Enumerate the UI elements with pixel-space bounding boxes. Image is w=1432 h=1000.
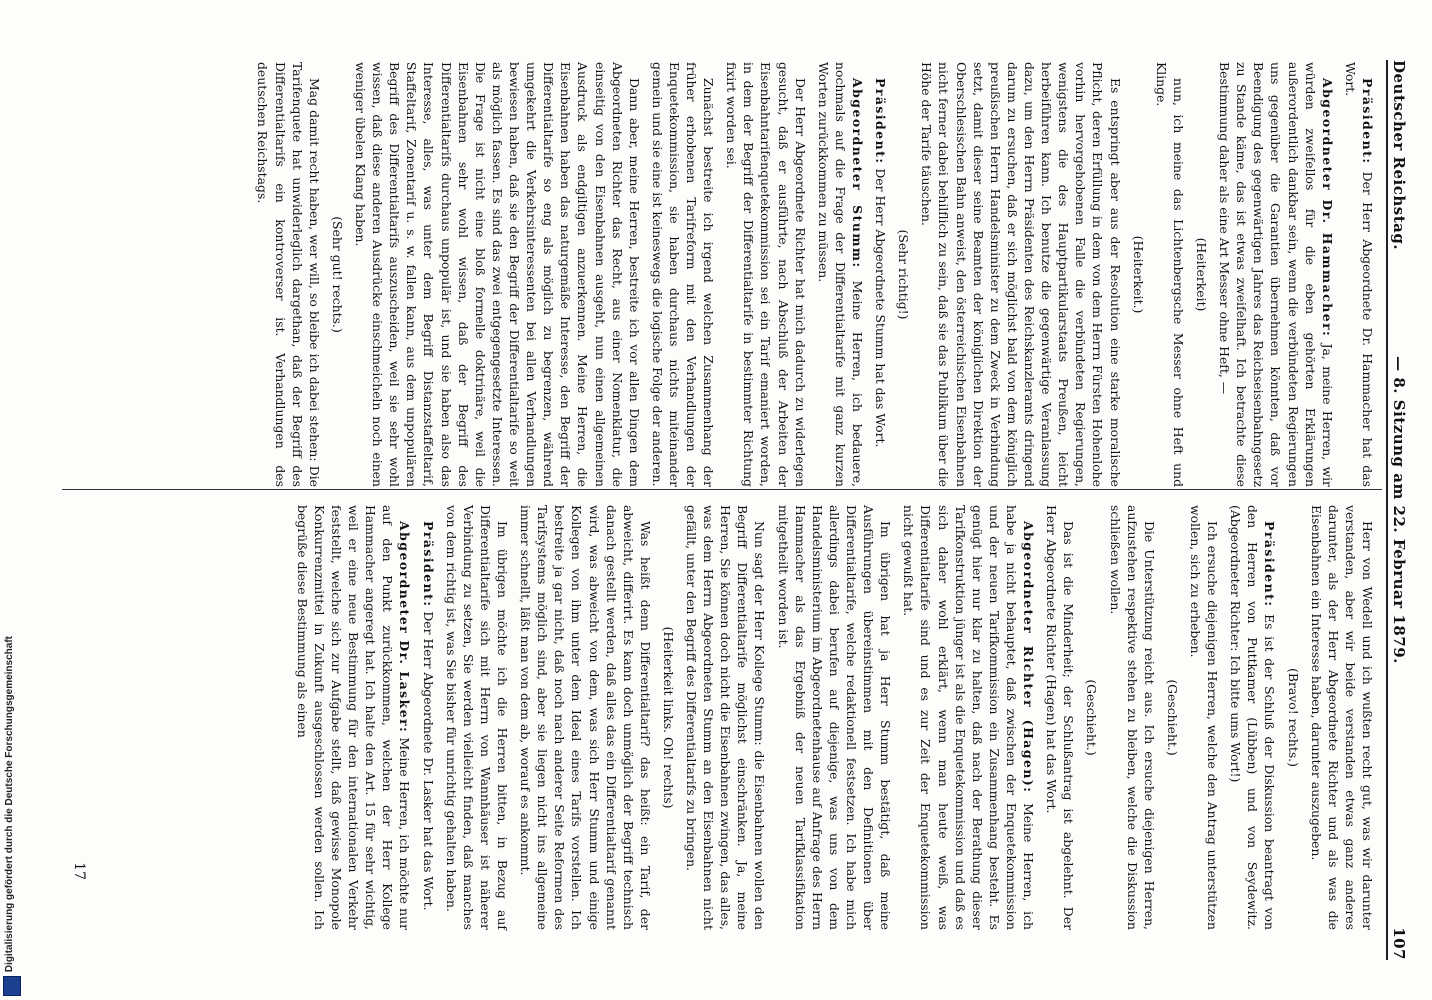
interjection: (Heiterkeit links. Oh! rechts) <box>660 626 676 809</box>
speaker-label: Präsident: <box>1262 521 1278 608</box>
paragraph-text: nun, ich meine das Lichtenbergsche Messer ohne Heft und Klinge. <box>1153 62 1186 487</box>
interjection: (Sehr richtig!) <box>896 229 912 320</box>
paragraph-text: Dann aber, meine Herren, bestreite ich vor allen Dingen dem Abgeordneten Richter das Recht, aus einer Nomenklatur, die einseitig von den Eisenbahnen ausgeht, nun einen allgemeinen Ausdruck als endgiltigen anzuerkennen. Meine Herren, die Eisenbahnen haben das naturgemäße Interesse, den Begriff der Differentialtarife so eng als möglich zu begrenzen, während umgekehrt die Verkehrsinteressenten bei allen Verhandlungen bewiesen haben, daß sie den Begriff der Differentialtarife so weit als möglich fassen. Es sind das zwei entgegengesetzte Interessen. Die Frage ist nicht eine bloß formelle doktrinäre, weil die Eisenbahnen sehr wohl wissen, daß der Begriff des Differentialtarifs durchaus unpopulär ist, und sie haben also das Interesse, alles, was unter dem Begriff Distanzstaffeltarif, Staffeltarif, Zonentarif u. s. w. fallen kann, aus dem unpopulären Begriff des Differentialtarifs auszuscheiden, weil sie sehr wohl wissen, daß diese anderen Ausdrücke einschmeicheln noch einen weniger übelen Klang haben. <box>352 62 642 487</box>
paragraph-text: Nun sagt der Herr Kollege Stumm: die Eisenbahnen wollen den Begriff Differentialtarife möglichst einschränken. Ja, meine Herren, Sie können doch nicht die Eisenbahnen zwingen, das alles, was dem Herrn Abgeordneten Stumm an den Eisenbahnen nicht gefällt, unter den Begriff des Differentialtarifs zu bringen. <box>684 505 768 930</box>
interjection: (Sehr gut! rechts.) <box>329 216 345 333</box>
paragraph-text: Das ist die Minderheit; der Schlußantrag ist abgelehnt. Der Herr Abgeordnete Richter (Hagen) hat das Wort. <box>1044 505 1077 930</box>
header-title: Deutscher Reichstag. <box>1390 60 1408 251</box>
interjection: (Bravo! rechts.) <box>1285 668 1301 767</box>
dfg-logo-icon <box>3 976 21 996</box>
paragraph <box>900 505 1037 930</box>
digitization-strip <box>0 0 30 1000</box>
paragraph <box>352 62 643 487</box>
paragraph <box>872 62 889 487</box>
paragraph <box>419 505 436 930</box>
speaker-label: Präsident: <box>873 78 889 165</box>
interjection: (Geschieht.) <box>1084 679 1100 756</box>
paragraph-text: Was heißt denn Differentialtarif? das heißt: ein Tarif, der abweicht, differirt. Es kann doch unmöglich der Begriff technisch danach gestellt werden, daß alles das ein Differentialtarif genannt wird, was abweicht von dem, was sich Herr Stumm und einige Kollegen von ihm unter dem Ideal eines Tarifs vorstellen. Ich bestreite ja gar nicht, daß noch nach anderer Seite Reformen des Tarifsystems möglich sind, aber sie liegen nicht ins allgemeine immer schnellt, läßt man von dem ab, worauf es ankommt. <box>518 505 653 930</box>
speaker-label: Abgeordneter Dr. Hammacher: <box>1319 78 1335 338</box>
paragraph-text: Meine Herren, ich habe ja nicht behauptet, daß zwischen der Enquetekommission und der neuen Tarifkommission ein Zusammenhang besteht. Es genügt hier nur klar zu halten, daß nach der Berathung dieser Tarifkonstruktion jünger ist als die Enquetekommission und daß es sich daher wohl erklärt, wenn man heute weiß, was Differentialtarife sind und es zur Zeit der Enquetekommission nicht gewußt hat. <box>901 505 1037 930</box>
digitization-note: Digitalisierung gefördert durch die Deutsche Forschungsgemeinschaft <box>4 635 15 972</box>
paragraph <box>815 62 866 487</box>
paragraph <box>1308 505 1376 930</box>
right-column <box>288 505 1376 930</box>
speaker-label: Abgeordneter Dr. Lasker: <box>397 521 413 734</box>
paragraph-text: Mag damit recht haben, wer will, so bleibe ich dabei stehen: Die Tarifenquete hat unwiderleglich dargethan, daß der Begriff des Differentialtarifs ein kontroverser ist. Verhandlungen des deutschen Reichstags. <box>255 62 322 487</box>
speaker-label: Abgeordneter Richter (Hagen): <box>1021 521 1037 794</box>
paragraph-text: Zunächst bestreite ich irgend welchen Zusammenhang der früher erhobenen Tarifreform mit den Verhandlungen der Enquetekommission, sie haben durchaus nichts miteinander gemein und sie eine ist keineswegs die logische Folge der anderen. <box>649 62 717 487</box>
paragraph-text: Ich ersuche diejenigen Herren, welche den Antrag unterstützen wollen, sich zu erheben. <box>1188 505 1221 930</box>
paragraph <box>294 505 414 930</box>
paragraph <box>1153 62 1187 487</box>
paragraph-text: Es entspringt aber aus der Resolution eine starke moralische Pflicht, deren Erfüllung in dem von dem Herrn Fürsten Hohenlohe vorhin hervorgehobenen Falle die verbündeten Regierungen, wenigstens die des Hauptpartikularstaats Preußen, leicht herbeiführen kann. Ich benutze die gegenwärtige Veranlassung dazu, um den Herrn Präsidenten des Reichskanzleramts dringend darum zu ersuchen, daß er sich möglichst bald von dem königlich preußischen Herrn Handelsminister zu dem Zweck in Verbindung setzt, damit dieser seine Beamten der königlichen Direktion der Oberschlesischen Bahn anweist, den österreichischen Eisenbahnen nicht ferner dabei behilflich zu sein, daß sie das Publikum über die Höhe der Tarife täuschen. <box>919 62 1123 487</box>
header-rule <box>1386 60 1388 960</box>
paragraph-text: Der Herr Abgeordnete Dr. Hammacher hat das Wort. <box>1342 62 1375 487</box>
interjection: (Geschieht.) <box>1164 679 1180 756</box>
paragraph-text: Es ist der Schluß der Diskussion beantragt von den Herren von Puttkamer (Lübben) und von Seydewitz. (Abgeordneter Richter: Ich bitte ums Wort!) <box>1228 505 1278 930</box>
paragraph <box>649 62 717 487</box>
paragraph <box>1106 505 1157 930</box>
paragraph-text: Der Herr Abgeordnete Dr. Lasker hat das Wort. <box>420 611 436 911</box>
paragraph <box>918 62 1123 487</box>
paragraph-text: Meine Herren, ich bedauere, nochmals auf die Frage der Differentialtarife mit ganz kurzen Worten zurückkommen zu müssen. <box>815 62 866 487</box>
paragraph-text: Der Herr Abgeordnete Stumm hat das Wort. <box>873 168 889 448</box>
left-column <box>248 62 1376 487</box>
page-header <box>1384 60 1414 960</box>
paragraph <box>1216 62 1336 487</box>
interjection: (Heiterkeit.) <box>1130 235 1146 314</box>
speaker-label: Präsident: <box>420 521 436 608</box>
paragraph <box>1227 505 1278 930</box>
speaker-label: Abgeordneter Stumm: <box>850 78 866 269</box>
paragraph <box>1187 505 1221 930</box>
header-session: — 8. Sitzung am 22. Februar 1879. <box>1390 356 1408 664</box>
column-divider <box>62 489 1382 490</box>
paragraph <box>683 505 769 930</box>
paragraph-text: Herr von Wedell und ich wußten recht gut, was wir darunter verstanden, aber wir beide verstanden etwas ganz anderes darunter, als der Herr Abgeordnete Richter und als was die Eisenbahnen ein Interesse haben, darunter auszugeben. <box>1308 505 1375 930</box>
paragraph-text: Ja, meine Herren, wir würden zweifellos für die eben gehörten Erklärungen außerordentlich dankbar sein, wenn die verbündeten Regierungen uns gegenüber die Garantien übernehmen könnten, daß vor Beendigung des gegenwärtigen Jahres das Reichseisenbahngesetz zu Stande käme, das ist etwas zweifelhaft. Ich betrachte diese Bestimmung daher als eine Art Messer ohne Heft, — <box>1217 62 1335 487</box>
header-page-number: 107 <box>1390 927 1408 960</box>
paragraph-text: Der Herr Abgeordnete Richter hat mich dadurch zu widerlegen gesucht, daß er ausführte, nach Abschluß der Arbeiten der Eisenbahntarifenquetekommission sei ein Tarif emaniert worden, in dem der Begriff der Differentialtarife in bestimmter Richtung fixirt worden sei. <box>724 62 808 487</box>
sheet-number: 17 <box>71 862 87 880</box>
paragraph <box>254 62 322 487</box>
speaker-label: Präsident: <box>1360 78 1375 165</box>
paragraph <box>1342 62 1376 487</box>
paragraph-text: Die Unterstützung reicht aus. Ich ersuche diejenigen Herren, aufzustehen respektive stehen zu bleiben, welche die Diskussion schließen wollen. <box>1107 505 1157 930</box>
paragraph-text: Meine Herren, ich möchte nur auf den Punkt zurückkommen, welchen der Herr Kollege Hammacher angeregt hat. Ich halte den Art. 15 für sehr wichtig, weil er eine neue Bestimmung für den internationalen Verkehr feststellt, welche sich zur Aufgabe stellt, daß gewisse Monopole Konkurrenzmittel in Zukunft ausgeschlossen werden sollen. Ich begrüße diese Bestimmung als einen <box>294 505 413 931</box>
paragraph <box>723 62 809 487</box>
paragraph <box>775 505 895 930</box>
interjection: (Heiterkeit) <box>1194 237 1210 312</box>
paragraph-text: Im übrigen hat ja Herr Stumm bestätigt, daß meine Ausführungen übereinstimmen mit den Definitionen über Differentialtarife, welche redaktionell festsetzen. Ich habe mich allerdings dabei berufen auf diejenige, was uns von dem Handelsministerium im Abgeordnetenhause auf Anfrage des Herrn Hammacher als das Ergebniß der neuen Tarifklassifikation mitgetheilt worden ist. <box>775 505 894 930</box>
paragraph <box>443 505 511 930</box>
paragraph <box>1043 505 1077 930</box>
paragraph-text: Im übrigen möchte ich die Herren bitten, in Bezug auf Differentialtarife sich mit Herrn von Wannhäuser ist näherer Verbindung zu setzen, Sie werden vielleicht finden, daß manches von dem richtig ist, was Sie bisher für unrichtig gehalten haben. <box>443 505 510 930</box>
paragraph <box>517 505 654 930</box>
